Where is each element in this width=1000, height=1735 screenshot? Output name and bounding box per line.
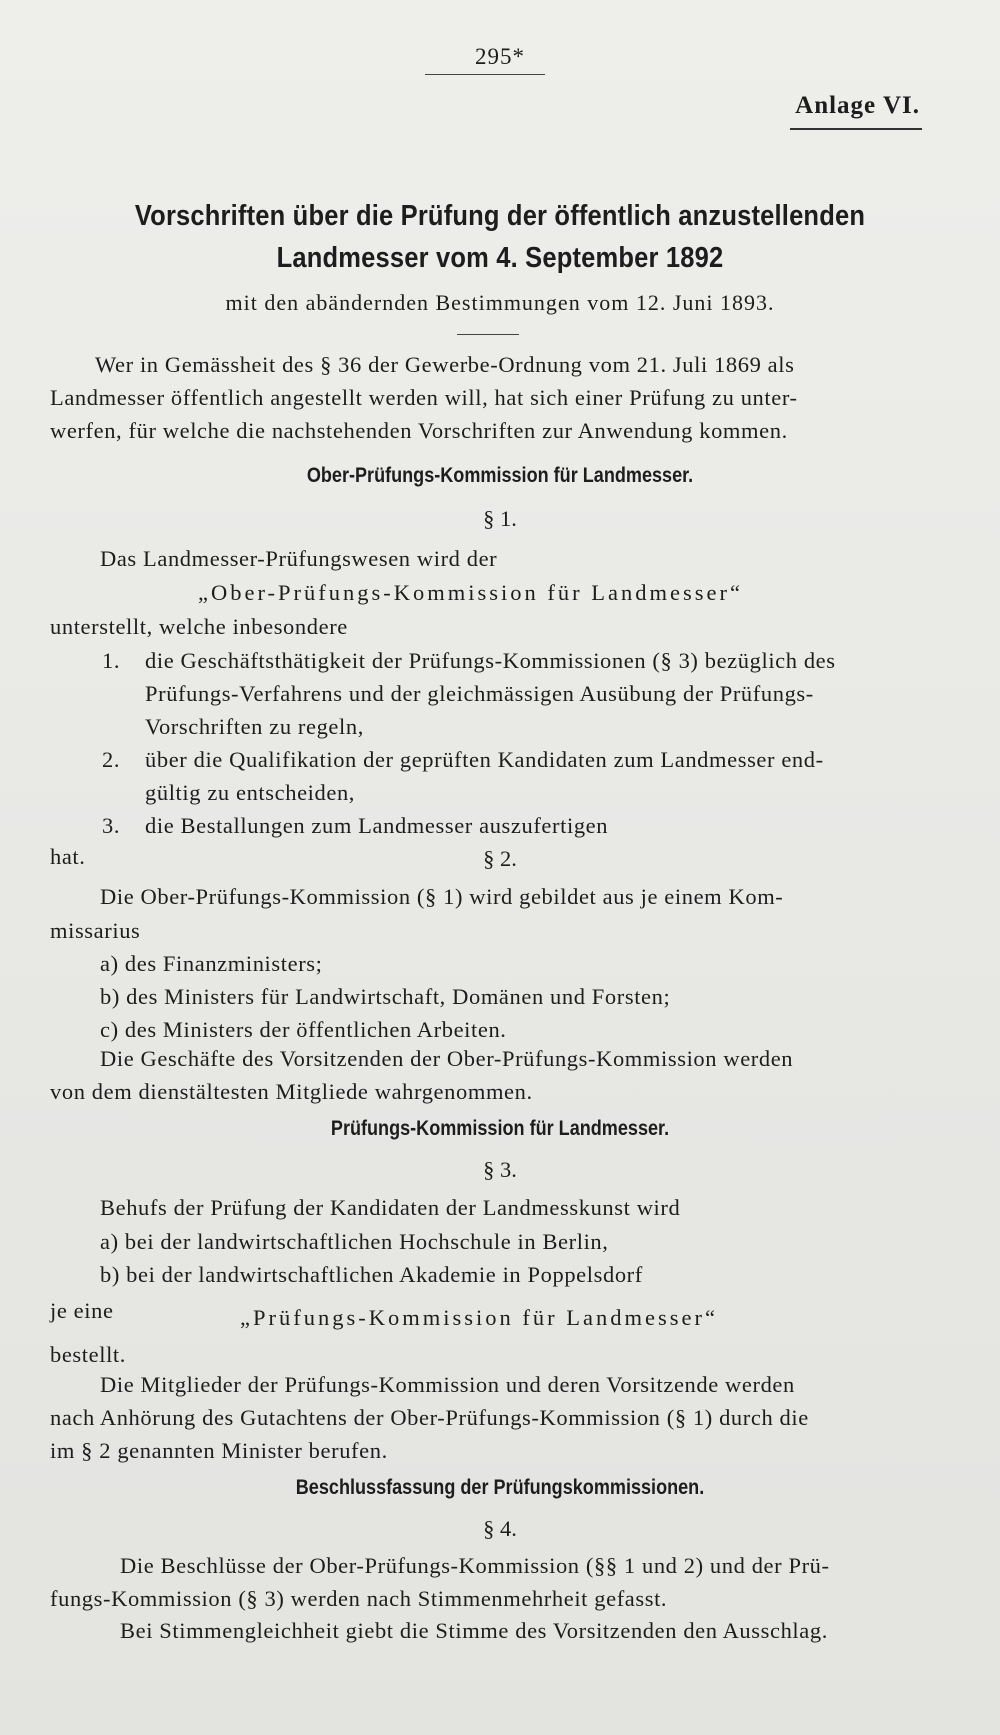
body-line: Die Ober-Prüfungs-Kommission (§ 1) wird gebildet aus je einem Kom- — [100, 884, 784, 909]
subtitle: mit den abändernden Bestimmungen vom 12. Juni 1893. — [225, 290, 775, 315]
body-line: Prüfungs-Verfahrens und der gleichmässigen Ausübung der Prüfungs- — [145, 681, 814, 706]
body-line: im § 2 genannten Minister berufen. — [50, 1438, 388, 1463]
body-line: nach Anhörung des Gutachtens der Ober-Prüfungs-Kommission (§ 1) durch die — [50, 1405, 809, 1430]
body-line: „Ober-Prüfungs-Kommission für Landmesser“ — [198, 580, 743, 605]
body-line: b) bei der landwirtschaftlichen Akademie in Poppelsdorf — [100, 1262, 643, 1287]
body-line: über die Qualifikation der geprüften Kandidaten zum Landmesser end- — [145, 747, 824, 772]
subtitle-rule — [457, 334, 519, 335]
paragraph-number: § 2. — [483, 846, 517, 871]
body-line: a) des Finanzministers; — [100, 951, 323, 976]
body-line: „Prüfungs-Kommission für Landmesser“ — [240, 1305, 718, 1330]
body-line: je eine — [50, 1298, 114, 1323]
body-line: c) des Ministers der öffentlichen Arbeiten. — [100, 1017, 507, 1042]
body-line: gültig zu entscheiden, — [145, 780, 356, 805]
list-number: 2. — [102, 747, 121, 772]
list-number: 1. — [102, 648, 121, 673]
body-line: Die Mitglieder der Prüfungs-Kommission und deren Vorsitzende werden — [100, 1372, 795, 1397]
body-line: bestellt. — [50, 1342, 127, 1367]
page-number: 295* — [475, 44, 525, 69]
body-line: fungs-Kommission (§ 3) werden nach Stimmenmehrheit gefasst. — [50, 1586, 668, 1611]
body-line: von dem dienstältesten Mitgliede wahrgenommen. — [50, 1079, 533, 1104]
intro-line: Wer in Gemässheit des § 36 der Gewerbe-Ordnung vom 21. Juli 1869 als — [95, 352, 795, 377]
body-line: Bei Stimmengleichheit giebt die Stimme des Vorsitzenden den Ausschlag. — [120, 1618, 828, 1643]
paragraph-number: § 3. — [483, 1157, 517, 1182]
intro-line: werfen, für welche die nachstehenden Vorschriften zur Anwendung kommen. — [50, 418, 788, 443]
paragraph-number: § 4. — [483, 1516, 517, 1541]
section-heading: Beschlussfassung der Prüfungskommissionen. — [295, 1476, 705, 1499]
paragraph-number: § 1. — [483, 506, 517, 531]
title-line-1: Vorschriften über die Prüfung der öffentlich anzustellenden — [134, 200, 866, 232]
title-line-2: Landmesser vom 4. September 1892 — [276, 242, 724, 274]
body-line: die Geschäftsthätigkeit der Prüfungs-Kommissionen (§ 3) bezüglich des — [145, 648, 836, 673]
body-line: hat. — [50, 844, 86, 869]
section-heading: Ober-Prüfungs-Kommission für Landmesser. — [306, 464, 694, 487]
list-number: 3. — [102, 813, 121, 838]
body-line: missarius — [50, 918, 141, 943]
body-line: die Bestallungen zum Landmesser auszufertigen — [145, 813, 609, 838]
body-line: b) des Ministers für Landwirtschaft, Domänen und Forsten; — [100, 984, 671, 1009]
body-line: unterstellt, welche inbesondere — [50, 614, 348, 639]
body-line: Das Landmesser-Prüfungswesen wird der — [100, 546, 498, 571]
intro-line: Landmesser öffentlich angestellt werden will, hat sich einer Prüfung zu unter- — [50, 385, 798, 410]
body-line: a) bei der landwirtschaftlichen Hochschule in Berlin, — [100, 1229, 609, 1254]
body-line: Vorschriften zu regeln, — [145, 714, 364, 739]
body-line: Behufs der Prüfung der Kandidaten der Landmesskunst wird — [100, 1195, 681, 1220]
section-heading: Prüfungs-Kommission für Landmesser. — [330, 1117, 670, 1140]
page-number-rule — [425, 74, 545, 75]
body-line: Die Beschlüsse der Ober-Prüfungs-Kommission (§§ 1 und 2) und der Prü- — [120, 1553, 830, 1578]
body-line: Die Geschäfte des Vorsitzenden der Ober-Prüfungs-Kommission werden — [100, 1046, 794, 1071]
appendix-label: Anlage VI. — [795, 92, 920, 119]
appendix-underline — [790, 128, 922, 130]
